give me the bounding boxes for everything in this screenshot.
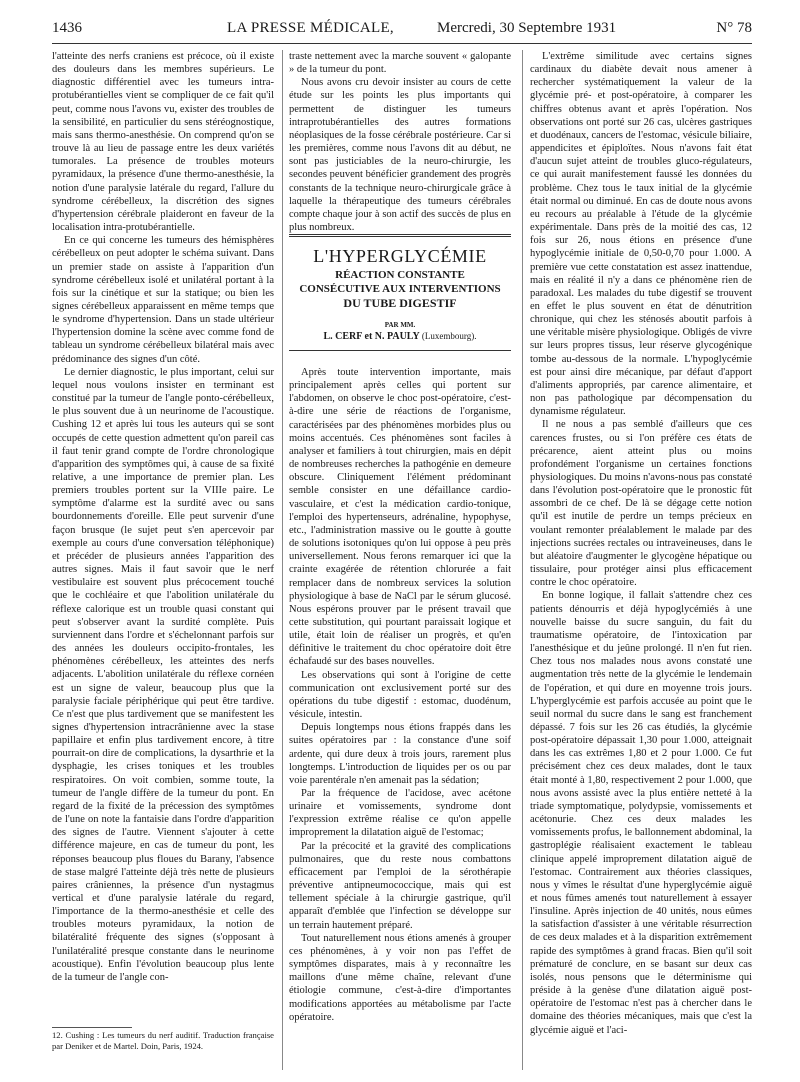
subtitle-line: DU TUBE DIGESTIF	[343, 296, 457, 310]
article-subtitle	[289, 268, 511, 310]
paragraph: Les observations qui sont à l'origine de cette communication ont exclusivement porté sur des opérations du tube digestif : estomac, duodénum, vésicule, intestin.	[289, 669, 511, 721]
footnote-rule	[52, 1027, 132, 1028]
column-1	[52, 50, 274, 984]
paragraph: En bonne logique, il fallait s'attendre chez ces patients dénourris et déjà hypoglycémiés à une nouvelle baisse du sucre sanguin, du fait du traumatisme opératoire, de l'intoxication par l'anesthésique et du jeûne prolongé. Il n'en fut rien. Chez tous nos malades nous avons constaté une augmentation très nette de la glycémie le lendemain de l'opération, et qui dure en moyenne trois jours. L'hyperglycémie est parfois accusée au point que le seuil normal du sucre dans le sang est franchement dépassé. 7 fois sur les 26 cas étudiés, la glycémie post-opératoire dépassait 1,30 pour 1.000, atteignait dans les cas extrêmes 1,80 et 2 pour 1.000. Ce fut précisément chez ces deux malades, dont le taux était monté à 1,80, respectivement 2 pour 1.000, que nous avons assisté avec la plus entière netteté à la triade symptomatique, polydypsie, vomissements et acétonurie. Chez ces deux malades les vomissements profus, le ballonnement abdominal, la gastroplégie réalisaient exactement le tableau clinique appelé improprement dilatation aiguë de l'estomac. Contrairement aux théories classiques, nous y vîmes le résultat d'une hyperglycémie aiguë et nous fûmes amenés tout naturellement à essayer l'insuline. Après injection de 40 unités, nous eûmes la satisfaction d'assister à une véritable résurrection de ces deux malades et à la disparition extrêmement rapide des symptômes à grand fracas. Bien qu'il soit prématuré de conclure, en se basant sur deux cas isolés, nous pensons que le déterminisme qui préside à la genèse d'une dilatation aiguë post-opératoire de l'estomac n'est pas à chercher dans le domaine des théories mécaniques, mais que c'est la glycémie aiguë et l'aci-	[530, 590, 752, 1036]
affiliation: (Luxembourg).	[421, 331, 477, 341]
subtitle-line: CONSÉCUTIVE AUX INTERVENTIONS	[299, 283, 501, 295]
paragraph: Depuis longtemps nous étions frappés dans les suites opératoires par : la constance d'une soif ardente, qui dure deux à trois jours, rarement plus longtemps. L'introduction de liquides per os ou par voie parentérale n'en amenait pas la sédation;	[289, 722, 511, 786]
article-rule-top	[289, 234, 511, 235]
paragraph: En ce qui concerne les tumeurs des hémisphères cérébelleux on peut adopter le schéma suivant. Dans un premier stade on assiste à l'apparition d'un syndrome cérébelleux isolé et unilatéral portant à la fois sur la cinétique et sur la statique; ou bien les signes cérébelleux apparaissent en même temps que le syndrome d'hypertension. Dans un stade ultérieur l'hypertension domine la scène avec comme fond de tableau un syndrome cérébelleux bilatéral mais avec prédominance des signes d'un côté.	[52, 235, 274, 365]
footnote: 12. Cushing : Les tumeurs du nerf auditif. Traduction française par Deniker et de Martel. Doin, Paris, 1924.	[52, 1030, 274, 1051]
column-2-bottom	[289, 366, 511, 1024]
article-authors	[289, 331, 511, 342]
paragraph: Après toute intervention importante, mais principalement après celles qui portent sur l'abdomen, on observe le choc post-opératoire, c'est-à-dire une série de réactions de l'organisme, caractérisées par des phénomènes morbides plus ou moins accentués. Ces phénomènes sont faciles à analyser et familiers à tout chirurgien, mais en dépit de nombreuses recherches la pathogénie en demeure obscure. Cliniquement l'élément prédominant semble consister en une défaillance cardio-vasculaire, et c'est la médication cardio-tonique, l'emploi des hypertenseurs, adrénaline, hypophyse, etc., l'administration massive ou le goutte à goutte de solutions isotoniques qu'on lui oppose à peu près universellement. Nous ferons remarquer ici que la crainte exagérée de rétention chlorurée a fait remplacer dans de nombreux services la solution physiologique à base de NaCl par le sérum glucosé. Nous espérons prouver par le présent travail que cette substitution, qui pourtant paraissait logique et utile, était loin de réaliser un progrès, et qu'en définitive le traitement du choc opératoire doit être échafaudé sur des bases nouvelles.	[289, 367, 511, 668]
paragraph: traste nettement avec la marche souvent « galopante » de la tumeur du pont.	[289, 51, 511, 76]
paragraph: L'extrême similitude avec certains signes cardinaux du diabète devait nous amener à rechercher systématiquement la valeur de la glycémie pré- et post-opératoire, à comparer les chiffres obtenus avant et après l'opération. Nos observations ont porté sur 26 cas, ulcères gastriques et duodénaux, cancers de l'estomac, vésicule biliaire, appendicites et épiploïtes. Nous n'avons fait état d'aucun sujet atteint de troubles gluco-régulateurs, ce qui aurait manifestement faussé les données du problème. Chez tous le taux initial de la glycémie était normal ou diminué. En cas de doute nous avons eu recours au préalable à l'étude de la glycémie expérimentale. Dans près de la moitié des cas, 12 fois sur 26, nous étions en présence d'une hypoglycémie initiale de 0,50-0,70 pour 1.000. A première vue cette constatation est assez inattendue, mais en réalité il n'y a dans ce phénomène rien de paradoxal. Les malades du tube digestif se trouvent en effet le plus souvent en état de dénutrition chronique, qui chez les sténosés aboutit parfois à une véritable misère physiologique. Obligés de vivre sur leurs propres tissus, leur réserve glycogénique tombe au-dessous de la normale. L'hypoglycémie est pour ainsi dire mécanique, par défaut d'apport d'aliments appropriés, par carence alimentaire, et non pas pathologique par décompensation du dynamisme régulateur.	[530, 51, 753, 418]
journal-title: LA PRESSE MÉDICALE,	[227, 20, 394, 36]
paragraph: Par la précocité et la gravité des complications pulmonaires, que du reste nous combattons efficacement par l'emploi de la sérothérapie préventive antipneumococcique, mais qui est tellement spéciale à la chirurgie gastrique, qu'il apparaît d'emblée que l'infection se développe sur un terrain hautement préparé.	[289, 840, 511, 931]
issue-date: Mercredi, 30 Septembre 1931	[437, 20, 617, 36]
article-title: L'HYPERGLYCÉMIE	[313, 246, 487, 266]
paragraph: l'atteinte des nerfs craniens est précoce, où il existe des douleurs dans les membres supérieurs. Le diagnostic différentiel avec les tumeurs intra-protubérantielles vient se compliquer de ce fait qu'il peut, comme nous l'avons vu, exister des troubles de la sensibilité, en particulier du sens stéréognostique, mais sans thermo-anesthésie. On comprend qu'on se trouve là au lieu de passage entre les deux variétés tumorales. La présence de troubles moteurs pyramidaux, la présence d'une thermo-anesthésie, la notion d'une paralysie latérale du regard, l'allure du syndrome cérébelleux, la discrétion des signes d'hypertension cérébrale plaideront en faveur de la localisation intra-protubérantielle.	[52, 51, 274, 234]
paragraph: Par la fréquence de l'acidose, avec acétone urinaire et vomissements, syndrome dont l'expression extrême réalise ce qu'on appelle improprement la dilatation aiguë de l'estomac;	[289, 788, 511, 839]
paragraph: Il ne nous a pas semblé d'ailleurs que ces carences frustes, ou si l'on préfère ces états de précarence, aient atteint plus ou moins profondément l'organisme un certaines fonctions physiologiques. Du moins n'avons-nous pas constaté dans l'évolution post-opératoire que le pronostic fût assombri de ce chef. De là se dégage cette notion qu'il est inutile de perdre un temps précieux en voulant remonter préalablement le malade par des injections sucrées rectales ou intraveineuses, dans le but aléatoire d'augmenter le glycogène hépatique ou tissulaire, pour protéger ainsi plus efficacement contre le choc opératoire.	[530, 419, 752, 589]
column-divider	[522, 50, 523, 1070]
page-number: 1436	[52, 20, 82, 36]
column-divider	[282, 50, 283, 1070]
header-rule	[52, 43, 752, 44]
paragraph: Le dernier diagnostic, le plus important, celui sur lequel nous voulons insister en terminant est constitué par la tumeur de l'angle ponto-cérébelleux, le plus souvent due à un neurinome de l'acoustique. Cushing 12 et après lui tous les auteurs qui se sont occupés de cette question admettent qu'on pareil cas il faut tenir grand compte de l'ordre chronologique d'apparition des symptômes qui, à cause de sa fixité relative, a une importance de premier plan. Les premiers troubles portent sur la VIIIe paire. Le symptôme d'alarme est la surdité avec ou sans bourdonnements d'oreille. Elle peut survenir d'une façon brusque (le sujet peut s'en apercevoir par exemple au cours d'une conversation téléphonique) et précéder de plusieurs années l'apparition des autres signes. Mais il faut savoir que le nerf vestibulaire est souvent plus précocement touché que le cochléaire et que l'abolition unilatérale du réflexe calorique est un trouble quasi constant qui peut s'observer avant la surdité complète. Puis surviennent dans l'ordre et s'échelonnant parfois sur des années les douleurs occipito-frontales, les phénomènes cérébelleux, les atteintes des nerfs adjacents. L'abolition unilatérale du réflexe cornéen est un signe de valeur, beaucoup plus que la paralysie faciale périphérique qui peut être tardive. Ce n'est que plus tardivement que se manifestent les signes d'hypertension intracrânienne avec la stase papillaire et enfin plus tardivement encore, à titre pourrait-on dire de complications, la dysarthrie et la dysphagie, les crises toniques et les troubles respiratoires. On voit combien, somme toute, la tumeur de l'angle diffère de la tumeur du pont. En regard de la fixité de la précession des symptômes de l'une on note la fantaisie dans l'ordre d'apparition des signes de l'autre. Viennent s'ajouter à cette différence majeure, en cas de tumeur du pont, les réponses beaucoup plus floues du Barany, l'absence de stase malgré l'atteinte déjà très nette de plusieurs paires crâniennes, la présence d'un nystagmus vertical et d'une paralysie latérale du regard, l'importance de la thermo-anesthésie et celle des troubles moteurs pyramidaux, la notion de bilatéralité fréquente des signes (s'opposant à l'unilatéralité presque constante dans le neurinome acoustique). Enfin l'évolution beaucoup plus lente de la tumeur de l'angle con-	[52, 366, 274, 983]
subtitle-line: RÉACTION CONSTANTE	[335, 269, 465, 281]
column-3	[530, 50, 752, 1037]
column-2-top	[289, 50, 511, 234]
article-rule-bottom	[289, 350, 511, 351]
article-rule-top-double	[289, 236, 511, 237]
byline-par: PAR MM.	[384, 321, 416, 329]
issue-number: N° 78	[716, 20, 752, 36]
authors: L. CERF et N. PAULY	[323, 331, 420, 342]
paragraph: Nous avons cru devoir insister au cours de cette étude sur les points les plus importants qui permettent de distinguer les tumeurs intraprotubérantielles des autres formations néoplasiques de la fosse cérébrale postérieure. Car si les premières, comme nous l'avons dit au début, ne sont pas justiciables de la neuro-chirurgie, les secondes peuvent bénéficier grandement des progrès constants de la technique neuro-chirurgicale grâce à laquelle la thérapeutique des tumeurs cérébrales compte chaque jour à son actif des succès de plus en plus nombreux.	[289, 77, 511, 234]
paragraph: Tout naturellement nous étions amenés à grouper ces phénomènes, à y voir non pas l'effet de symptômes disparates, mais à y reconnaître les maillons d'une même chaîne, relevant d'une étiologie commune, c'est-à-dire d'importantes modifications apportées au métabolisme par l'acte opératoire.	[289, 932, 511, 1023]
page-header	[52, 16, 752, 40]
